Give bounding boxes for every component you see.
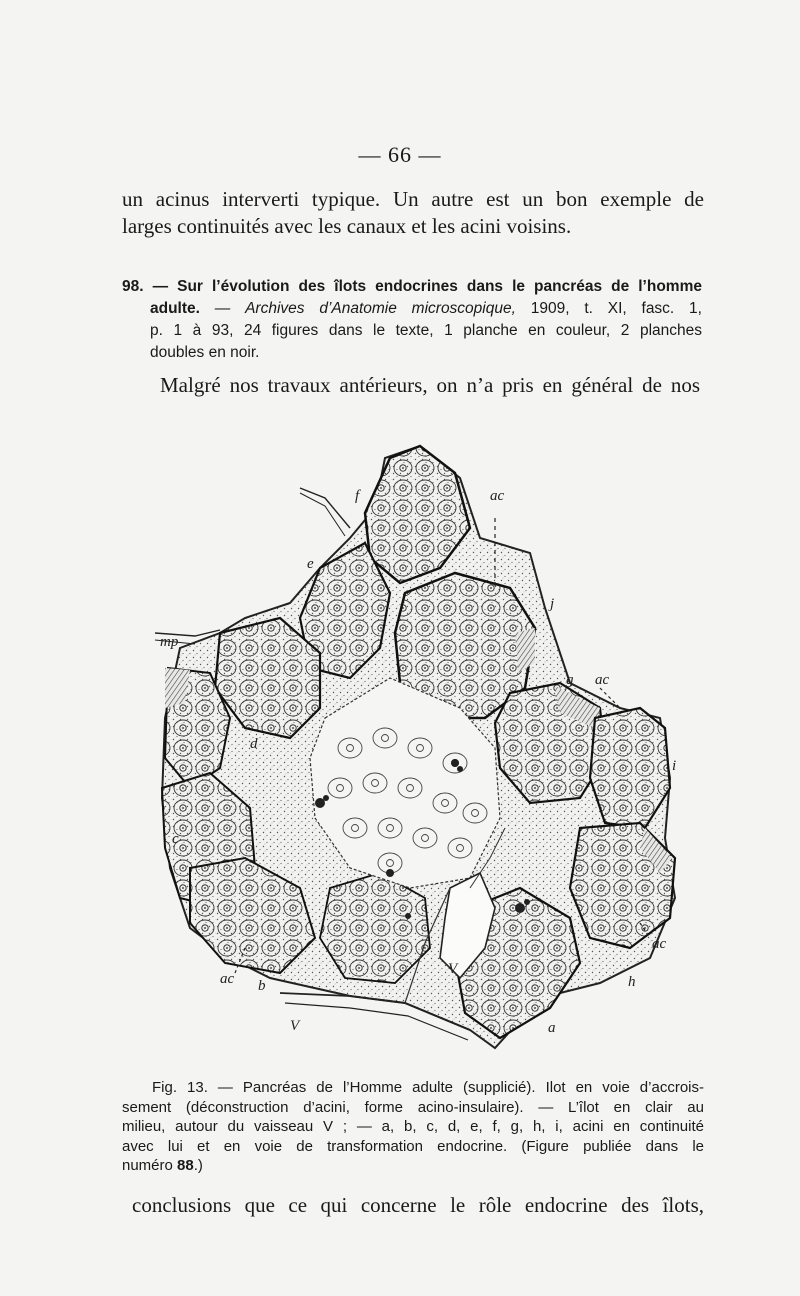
biblio-dash: — [152, 278, 169, 295]
label-i: i [672, 758, 677, 774]
figure-pancreas-illustration [150, 418, 680, 1064]
caption-line-5 [122, 1156, 704, 1176]
label-V: V [448, 961, 458, 977]
biblio-line-3: p. 1 à 93, 24 figures dans le texte, 1 planche en couleur, 2 planches [150, 322, 702, 339]
caption-line-4: avec lui et en voie de transformation endocrine. (Figure publiée dans le [122, 1137, 704, 1155]
biblio-number: 98. [122, 278, 144, 295]
pancreas-drawing [150, 418, 680, 1064]
label-ac-low-right: ac [652, 936, 667, 952]
label-ac-low-left: ac [220, 971, 235, 987]
label-ac-top: ac [490, 488, 505, 504]
caption-ref-number: 88 [177, 1157, 194, 1174]
label-a: a [548, 1020, 556, 1036]
figure-caption [122, 1078, 704, 1176]
biblio-journal: Archives d’Anatomie microscopique, [245, 300, 516, 317]
caption-line-5-end: .) [193, 1157, 203, 1174]
paragraph-top-line-1: un acinus interverti typique. Un autre est un bon exemple de [122, 187, 704, 211]
caption-line-1: Fig. 13. — Pancréas de l’Homme adulte (supplicié). Ilot en voie d’accrois- [152, 1079, 704, 1096]
caption-line-5-text: numéro [122, 1157, 173, 1174]
paragraph-top [122, 186, 704, 240]
caption-line-3: milieu, autour du vaisseau V ; — a, b, c, d, e, f, g, h, i, acini en continuité [122, 1118, 704, 1135]
label-e: e [307, 556, 314, 572]
label-mp: mp [160, 634, 179, 650]
page-number: — 66 — [358, 142, 442, 167]
paragraph-bottom: conclusions que ce qui concerne le rôle endocrine des îlots, [132, 1193, 704, 1217]
biblio-line-4: doubles en noir. [150, 344, 260, 361]
biblio-line-2 [122, 298, 702, 320]
biblio-line-1 [122, 276, 702, 298]
label-h: h [628, 974, 636, 990]
caption-line-2: sement (déconstruction d’acini, forme acino-insulaire). — L’îlot en clair au [122, 1098, 704, 1116]
label-g: g [566, 672, 574, 688]
biblio-details-1: 1909, t. XI, fasc. 1, [530, 300, 702, 317]
bibliography-entry [122, 276, 702, 364]
paragraph-mid: Malgré nos travaux antérieurs, on n’a pris en général de nos [160, 373, 700, 397]
label-d: d [250, 736, 258, 752]
label-v: V [290, 1018, 300, 1034]
biblio-sep: — [214, 300, 231, 317]
label-ac-right: ac [595, 672, 610, 688]
biblio-title-part-2: adulte. [150, 300, 200, 317]
biblio-title-part-1: Sur l’évolution des îlots endocrines dans le pancréas de l’homme [177, 278, 702, 295]
label-f: f [355, 488, 360, 504]
label-j: j [550, 596, 555, 612]
paragraph-top-line-2: larges continuités avec les canaux et les acini voisins. [122, 214, 572, 238]
label-b: b [258, 978, 266, 994]
label-c: c [172, 831, 179, 847]
